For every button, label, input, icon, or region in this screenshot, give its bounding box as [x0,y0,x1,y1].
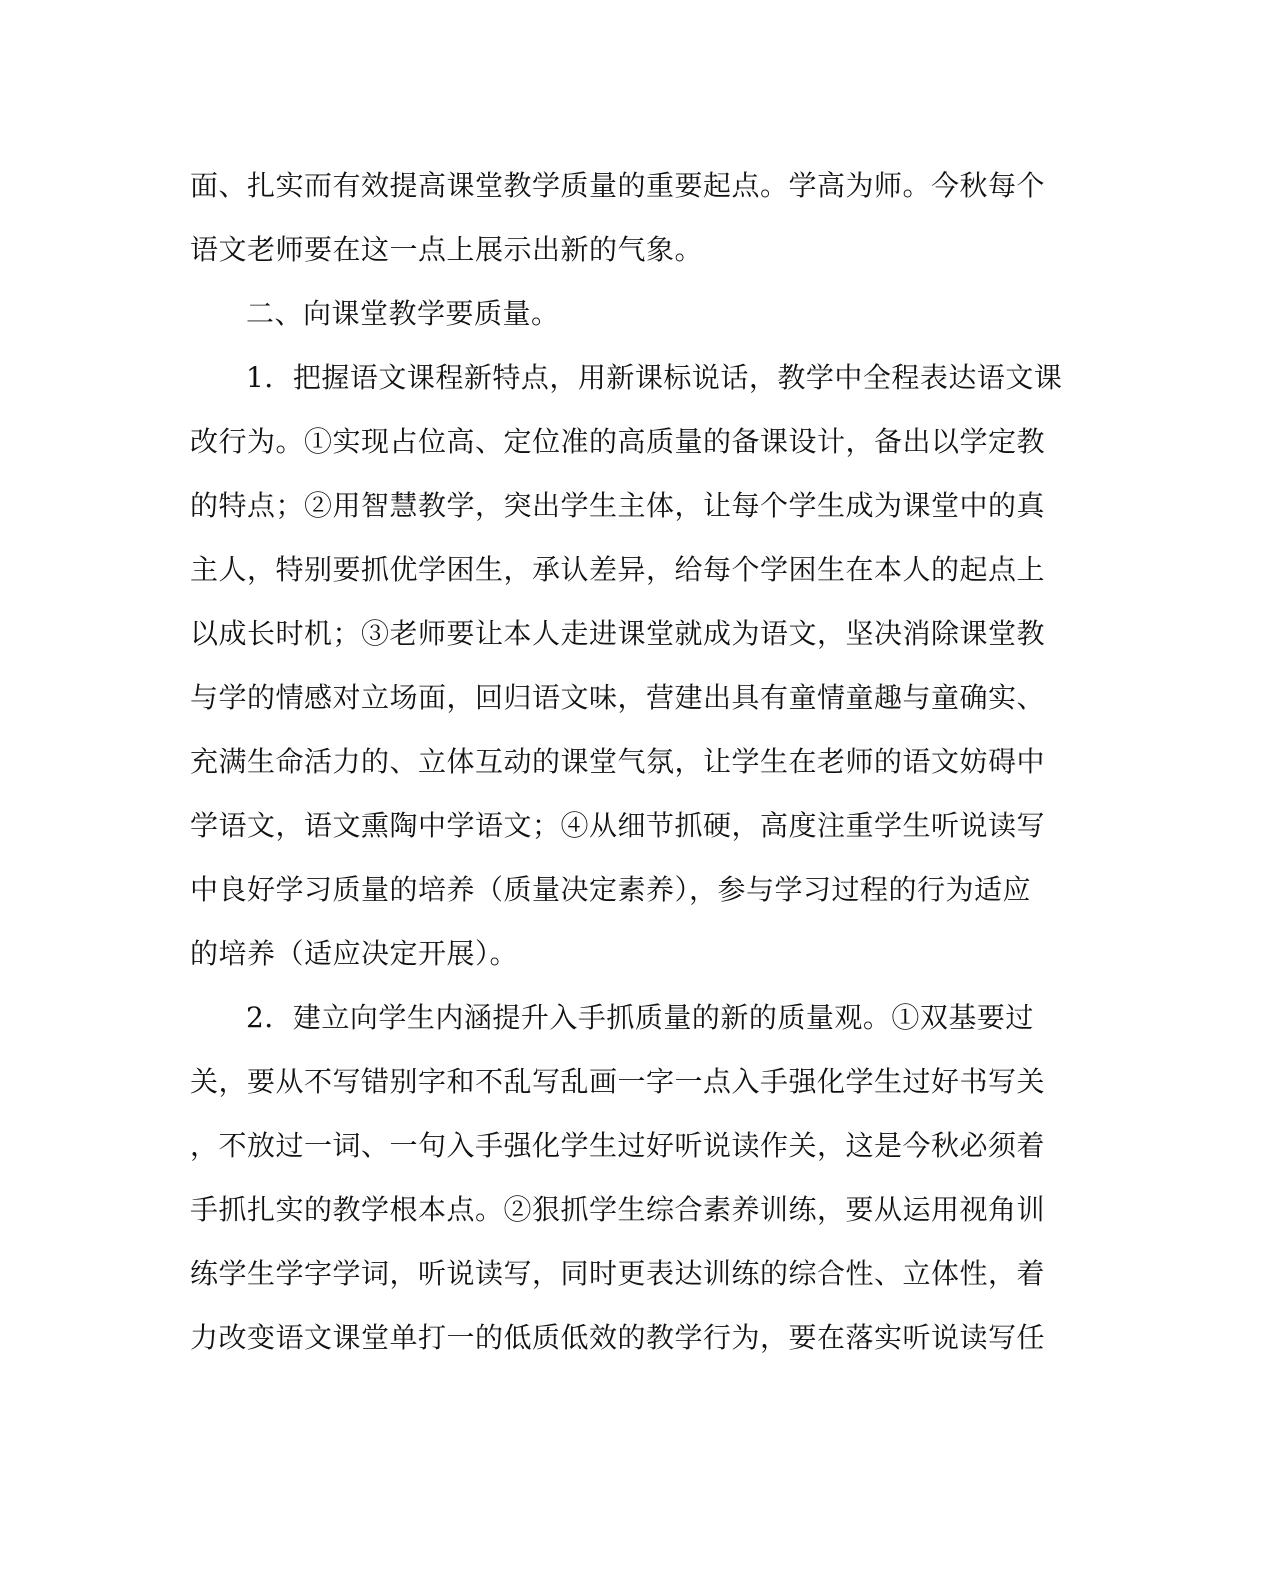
text-line: 关，要从不写错别字和不乱写乱画一字一点入手强化学生过好书写关 [190,1065,1046,1098]
text-line: 改行为。①实现占位高、定位准的高质量的备课设计，备出以学定教 [190,425,1046,458]
text-line: 与学的情感对立场面，回归语文味，营建出具有童情童趣与童确实、 [190,681,1046,714]
text-line: 的特点；②用智慧教学，突出学生主体，让每个学生成为课堂中的真 [190,489,1046,522]
text-line: 中良好学习质量的培养（质量决定素养），参与学习过程的行为适应 [190,873,1032,906]
text-line: 学语文，语文熏陶中学语文；④从细节抓硬，高度注重学生听说读写 [190,809,1046,842]
text-line: ，不放过一词、一句入手强化学生过好听说读作关，这是今秋必须着 [190,1129,1046,1162]
body-text [190,154,1070,1370]
text-line: 面、扎实而有效提高课堂教学质量的重要起点。学高为师。今秋每个 [190,169,1046,202]
text-line: 2．建立向学生内涵提升入手抓质量的新的质量观。①双基要过 [246,1001,1034,1034]
text-line: 语文老师要在这一点上展示出新的气象。 [190,233,704,266]
text-line: 充满生命活力的、立体互动的课堂气氛，让学生在老师的语文妨碍中 [190,745,1046,778]
text-line: 主人，特别要抓优学困生，承认差异，给每个学困生在本人的起点上 [190,553,1046,586]
text-line: 以成长时机；③老师要让本人走进课堂就成为语文，坚决消除课堂教 [190,617,1046,650]
text-line: 1．把握语文课程新特点，用新课标说话，教学中全程表达语文课 [246,361,1063,394]
text-line: 的培养（适应决定开展）。 [190,937,519,970]
text-line: 练学生学字学词，听说读写，同时更表达训练的综合性、立体性，着 [190,1257,1046,1290]
text-line: 力改变语文课堂单打一的低质低效的教学行为，要在落实听说读写任 [190,1321,1046,1354]
text-line: 手抓扎实的教学根本点。②狠抓学生综合素养训练，要从运用视角训 [190,1193,1046,1226]
section-heading: 二、向课堂教学要质量。 [246,297,560,330]
